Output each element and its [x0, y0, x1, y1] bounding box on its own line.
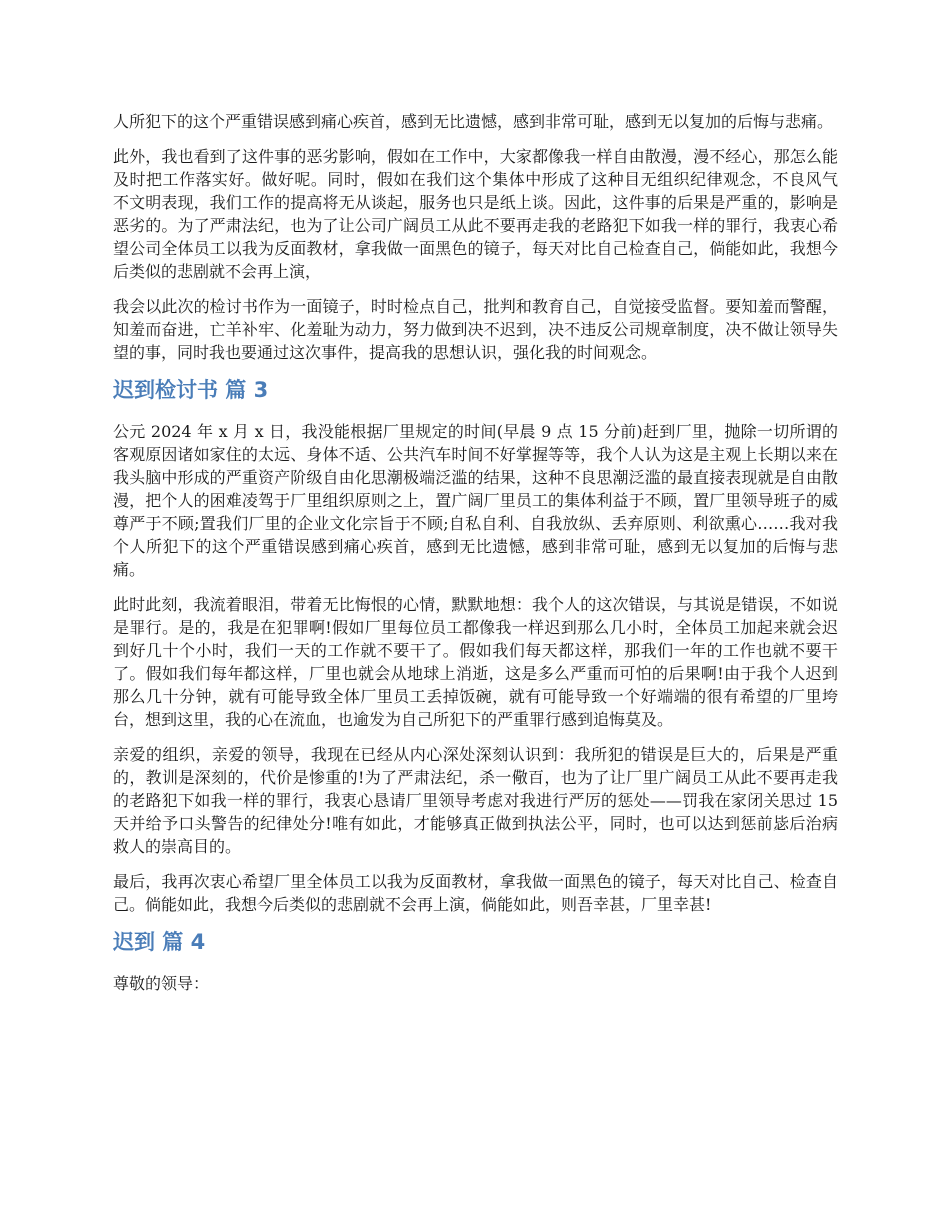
- section-heading: 迟到检讨书 篇 3: [113, 378, 269, 402]
- paragraph: 此外，我也看到了这件事的恶劣影响，假如在工作中，大家都像我一样自由散漫，漫不经心，那怎么能及时把工作落实好。做好呢。同时，假如在我们这个集体中形成了这种目无组织纪律观念，不良风气 不文明表现，我们工作的提高将无从谈起，服务也只是纸上谈。因此，这件事的后果是严重的，影响是恶劣的。为了严肃法纪，也为了让公司广阔员工从此不要再走我的老路犯下如我一样的罪行，我衷心希望公司全体员工以我为反面教材，拿我做一面黑色的镜子，每天对比自己检查自己，倘能如此，我想今后类似的悲剧就不会再上演，: [113, 147, 838, 281]
- paragraph: 公元 2024 年 x 月 x 日，我没能根据厂里规定的时间(早晨 9 点 15 分前)赶到厂里，抛除一切所谓的客观原因诸如家住的太远、身体不适、公共汽车时间不好掌握等等，我个人认为这是主观上长期以来在我头脑中形成的严重资产阶级自由化思潮极端泛滥的结果，这种不良思潮泛滥的最直接表现就是自由散漫，把个人的困难凌驾于厂里组织原则之上，置广阔厂里员工的集体利益于不顾，置厂里领导班子的威尊严于不顾;置我们厂里的企业文化宗旨于不顾;自私自利、自我放纵、丢弃原则、利欲熏心……我对我个人所犯下的这个严重错误感到痛心疾首，感到无比遗憾，感到非常可耻，感到无以复加的后悔与悲痛。: [113, 422, 838, 579]
- paragraph: 人所犯下的这个严重错误感到痛心疾首，感到无比遗憾，感到非常可耻，感到无以复加的后悔与悲痛。: [113, 112, 834, 131]
- paragraph: 最后，我再次衷心希望厂里全体员工以我为反面教材，拿我做一面黑色的镜子，每天对比自己、检查自己。倘能如此，我想今后类似的悲剧就不会再上演，倘能如此，则吾幸甚，厂里幸甚!: [113, 872, 838, 914]
- paragraph: 亲爱的组织，亲爱的领导，我现在已经从内心深处深刻认识到：我所犯的错误是巨大的，后果是严重的，教训是深刻的，代价是惨重的!为了严肃法纪，杀一儆百，也为了让厂里广阔员工从此不要再走我的老路犯下如我一样的罪行，我衷心恳请厂里领导考虑对我进行严厉的惩处——罚我在家闭关思过 15 天并给予口头警告的纪律处分!唯有如此，才能够真正做到执法公平，同时，也可以达到惩前毖后治病救人的崇高目的。: [113, 745, 838, 856]
- document-page: [113, 110, 838, 1007]
- paragraph: 此时此刻，我流着眼泪，带着无比悔恨的心情，默默地想：我个人的这次错误，与其说是错误，不如说是罪行。是的，我是在犯罪啊!假如厂里每位员工都像我一样迟到那么几小时，全体员工加起来就会迟到好几十个小时，我们一天的工作就不要干了。假如我们每天都这样，那我们一年的工作也就不要干了。假如我们每年都这样，厂里也就会从地球上消逝，这是多么严重而可怕的后果啊!由于我个人迟到那么几十分钟，就有可能导致全体厂里员工丢掉饭碗，就有可能导致一个好端端的很有希望的厂里垮台，想到这里，我的心在流血，也逾发为自己所犯下的严重罪行感到追悔莫及。: [113, 595, 838, 729]
- paragraph: 尊敬的领导：: [113, 974, 210, 993]
- paragraph: 我会以此次的检讨书作为一面镜子，时时检点自己，批判和教育自己，自觉接受监督。要知羞而警醒，知羞而奋进，亡羊补牢、化羞耻为动力，努力做到决不迟到，决不违反公司规章制度，决不做让领导失望的事，同时我也要通过这次事件，提高我的思想认识，强化我的时间观念。: [113, 297, 838, 362]
- section-heading: 迟到 篇 4: [113, 930, 206, 954]
